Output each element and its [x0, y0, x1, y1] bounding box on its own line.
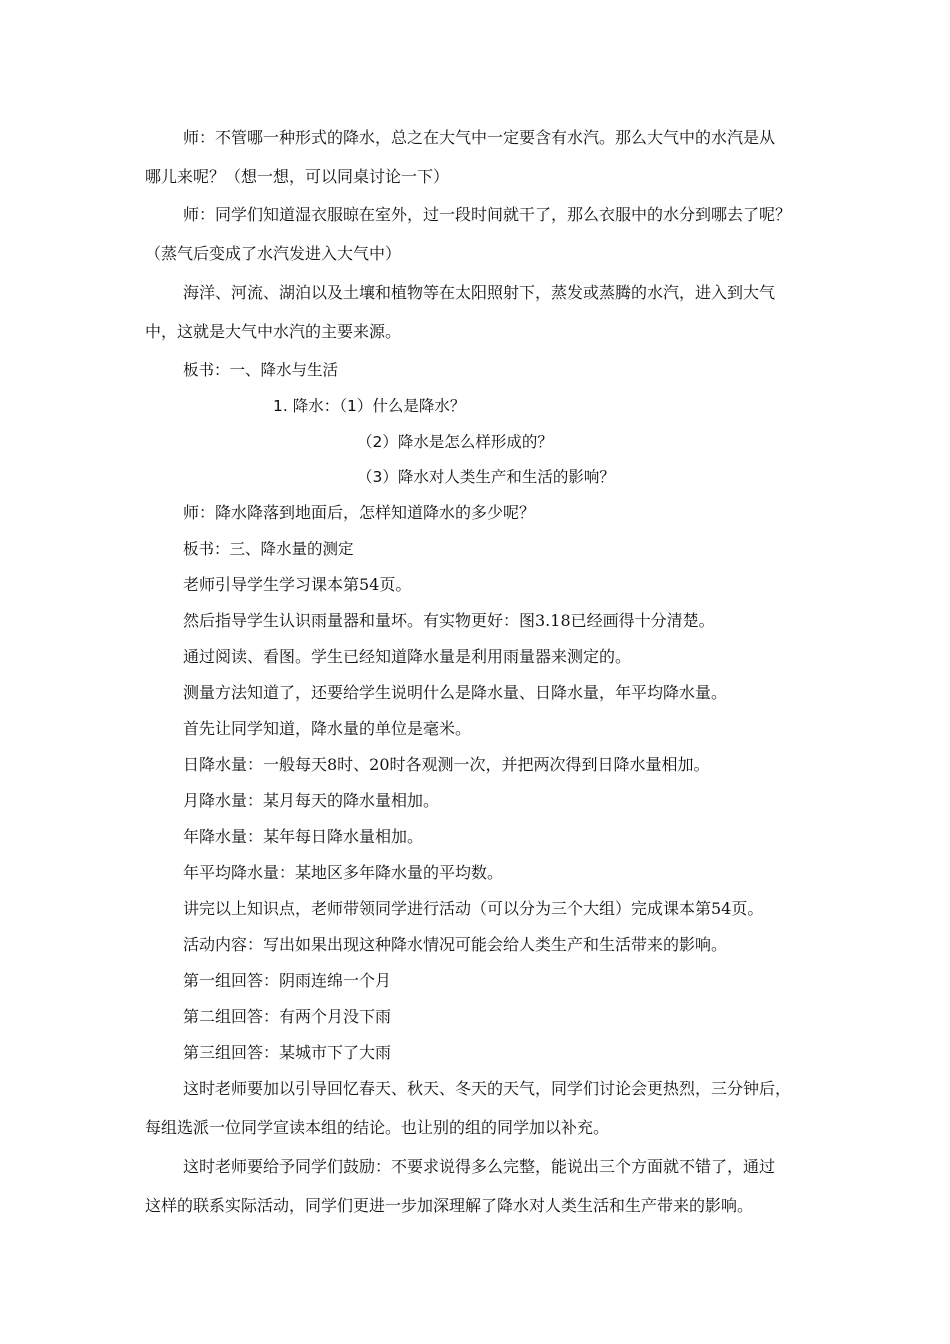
paragraph-line: 第二组回答：有两个月没下雨 — [183, 1007, 392, 1026]
paragraph-line: 月降水量：某月每天的降水量相加。 — [183, 791, 440, 810]
paragraph-line: 老师引导学生学习课本第54页。 — [183, 575, 412, 594]
board-heading: 板书：一、降水与生活 — [183, 361, 339, 379]
paragraph-line: 这时老师要给予同学们鼓励：不要求说得多么完整，能说出三个方面就不错了，通过 — [183, 1157, 776, 1176]
paragraph-line: 师：不管哪一种形式的降水，总之在大气中一定要含有水汽。那么大气中的水汽是从 — [183, 128, 776, 147]
paragraph-line: 第三组回答：某城市下了大雨 — [183, 1043, 392, 1062]
paragraph-line: 每组选派一位同学宣读本组的结论。也让别的组的同学加以补充。 — [145, 1118, 610, 1137]
paragraph-line: 活动内容：写出如果出现这种降水情况可能会给人类生产和生活带来的影响。 — [183, 935, 728, 954]
paragraph-line: 这样的联系实际活动，同学们更进一步加深理解了降水对人类生活和生产带来的影响。 — [145, 1196, 754, 1215]
paragraph-line: 年平均降水量：某地区多年降水量的平均数。 — [183, 863, 504, 882]
paragraph-line: （蒸气后变成了水汽发进入大气中） — [145, 244, 402, 263]
board-item: 1. 降水：（1）什么是降水？ — [273, 397, 466, 415]
board-heading: 板书：三、降水量的测定 — [183, 540, 354, 558]
paragraph-line: 师：降水降落到地面后，怎样知道降水的多少呢？ — [183, 503, 536, 522]
paragraph-line: 年降水量：某年每日降水量相加。 — [183, 827, 424, 846]
paragraph-line: 日降水量：一般每天8时、20时各观测一次，并把两次得到日降水量相加。 — [183, 755, 710, 774]
paragraph-line: 首先让同学知道，降水量的单位是毫米。 — [183, 719, 472, 738]
paragraph-line: 海洋、河流、湖泊以及土壤和植物等在太阳照射下，蒸发或蒸腾的水汽，进入到大气 — [183, 283, 776, 302]
board-subitem: （3）降水对人类生产和生活的影响？ — [357, 468, 615, 486]
paragraph-line: 然后指导学生认识雨量器和量坏。有实物更好：图3.18已经画得十分清楚。 — [183, 611, 715, 630]
paragraph-line: 通过阅读、看图。学生已经知道降水量是利用雨量器来测定的。 — [183, 647, 632, 666]
paragraph-line: 测量方法知道了，还要给学生说明什么是降水量、日降水量，年平均降水量。 — [183, 683, 728, 702]
paragraph-line: 讲完以上知识点，老师带领同学进行活动（可以分为三个大组）完成课本第54页。 — [183, 899, 764, 918]
paragraph-line: 师：同学们知道湿衣服晾在室外，过一段时间就干了，那么衣服中的水分到哪去了呢？ — [183, 205, 792, 224]
paragraph-line: 中，这就是大气中水汽的主要来源。 — [145, 322, 402, 341]
paragraph-line: 哪儿来呢？（想一想，可以同桌讨论一下） — [145, 167, 450, 186]
paragraph-line: 这时老师要加以引导回忆春天、秋天、冬天的天气，同学们讨论会更热烈，三分钟后， — [183, 1079, 792, 1098]
paragraph-line: 第一组回答：阴雨连绵一个月 — [183, 971, 392, 990]
board-subitem: （2）降水是怎么样形成的？ — [357, 433, 553, 451]
